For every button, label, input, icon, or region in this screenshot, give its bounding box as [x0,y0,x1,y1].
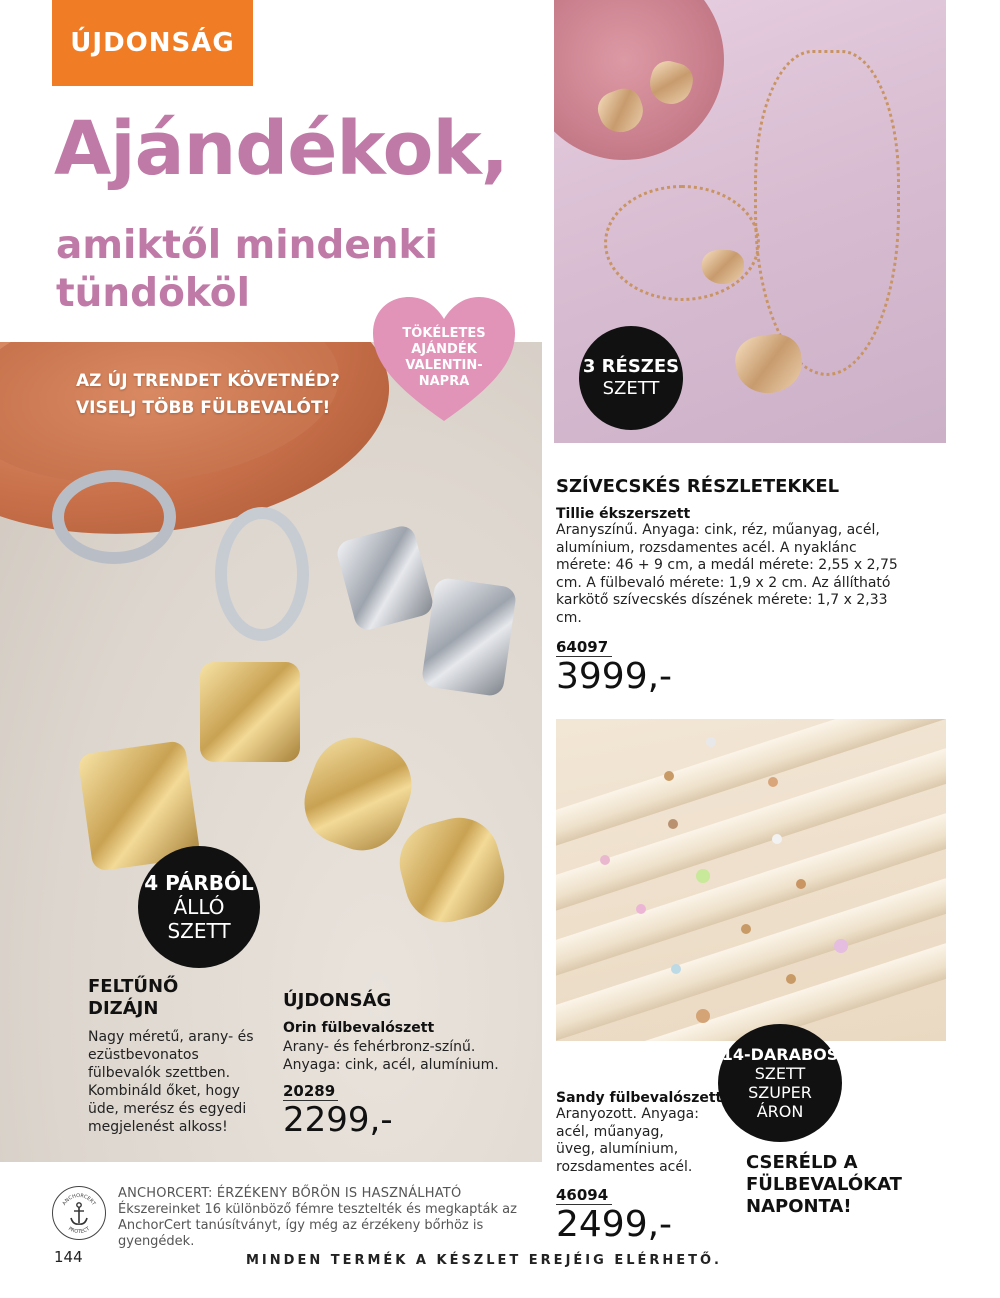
lilac-pearl-stud [834,939,848,953]
sandy-desc-line2: acél, műanyag, [556,1123,664,1140]
bracelet-chain [604,185,760,301]
badge-br-line4: ÁRON [756,1102,804,1121]
feature-title-line1: FELTŰNŐ [88,976,179,997]
orin-new-label: ÚJDONSÁG [283,990,392,1011]
orin-product-desc [283,1038,513,1074]
tillie-product-desc: Aranyszínű. Anyaga: cink, réz, műanyag, acél, alumínium, rozsdamentes acél. A nyaklánc mérete: 46 + 9 cm, a medál mérete: 2,55 x 2,75 cm. A fülbevaló mérete: 1,9 x 2 cm. Az állítható karkötő szívecskés díszének mérete: 1,7 x 2,33 cm. [556,522,898,626]
trend-promo-line2: VISELJ TÖBB FÜLBEVALÓT! [76,398,331,418]
sandy-desc-line3: üveg, alumínium, [556,1141,679,1157]
tillie-product-name: Tillie ékszerszett [556,506,691,522]
page-number: 144 [54,1248,83,1266]
bracelet-heart [702,250,744,284]
blue-pearl-stud [671,964,681,974]
tillie-product-code: 64097 [556,638,609,656]
page-headline: Ajándékok, [54,106,508,192]
valentine-line1: TÖKÉLETES [402,326,486,341]
trend-promo-line1: AZ ÚJ TRENDET KÖVETNÉD? [76,371,340,391]
anchorcert-logo [52,1186,106,1240]
silver-hoop-earring [52,470,176,564]
set-count-badge-top-right [579,326,683,430]
change-daily-callout [746,1152,902,1218]
subheadline-line1: amiktől mindenki [56,223,438,268]
svg-text:ANCHORCERT [61,1193,97,1207]
gold-knot-earring-2 [391,809,513,931]
feature-title [88,976,178,1020]
crystal-stud [706,737,716,747]
anchorcert-text-line2: AnchorCert tanúsítványt, így még az érzékeny bőrhöz is gyengédek. [118,1218,484,1249]
sandy-price: 2499,- [556,1204,673,1245]
sandy-product-desc [556,1106,706,1176]
valentine-badge-text [380,326,508,390]
stock-disclaimer: MINDEN TERMÉK A KÉSZLET EREJÉIG ELÉRHETŐ. [246,1253,722,1268]
valentine-line2: AJÁNDÉK [411,342,477,357]
silver-hoop-earring-2 [215,507,309,641]
badge-br-line1: 14-DARABOS [721,1045,839,1064]
orin-desc-line2: Anyaga: cink, acél, alumínium. [283,1057,499,1073]
subheadline-line2: tündököl [56,271,250,316]
anchor-icon [53,1187,105,1239]
sandy-desc-line4: rozsdamentes acél. [556,1158,693,1175]
valentine-line4: NAPRA [418,374,470,389]
badge-br-line3: SZUPER [748,1083,812,1102]
svg-text:PROTECT [67,1226,92,1236]
silver-wave-earring-2 [421,577,518,697]
tillie-price: 3999,- [556,656,673,697]
gold-heart-stud [786,974,796,984]
heart-pendant [732,331,805,398]
anchor-logo-text-bottom: PROTECT [67,1226,91,1236]
pink-pearl-stud [600,855,610,865]
badge-tr-line2: SZETT [602,378,660,399]
set-count-badge-bottom-right [718,1024,842,1142]
anchorcert-title: ANCHORCERT: ÉRZÉKENY BŐRÖN IS HASZNÁLHATÓ [118,1186,462,1201]
valentine-line3: VALENTIN- [405,358,483,373]
pink-dish [554,0,724,160]
new-product-tag: ÚJDONSÁG [52,0,253,86]
feature-title-line2: DIZÁJN [88,998,159,1019]
flower-stud [668,819,678,829]
necklace-chain [754,50,900,376]
change-daily-line3: NAPONTA! [746,1196,852,1217]
change-daily-line1: CSERÉLD A [746,1152,858,1173]
badge-tr-line1: 3 RÉSZES [582,356,680,377]
orin-product-name: Orin fülbevalószett [283,1020,435,1036]
anchorcert-text [118,1202,538,1250]
feature-text: Nagy méretű, arany- és ezüstbevonatos fülbevalók szettben. Kombináld őket, hogy üde, merész és egyedi megjelenést alkoss! [88,1029,254,1135]
sandy-desc-line1: Aranyozott. Anyaga: [556,1106,699,1122]
badge-br-line2: SZETT [754,1064,806,1083]
change-daily-line2: FÜLBEVALÓKAT [746,1174,902,1195]
gold-outline-stud [796,879,806,889]
orin-price: 2299,- [283,1100,393,1140]
heart-stud [768,777,778,787]
orin-desc-line1: Arany- és fehérbronz-színű. [283,1039,476,1055]
gold-stud-2 [741,924,751,934]
green-pearl-stud [696,869,710,883]
sandy-product-code: 46094 [556,1186,609,1204]
orin-product-code: 20289 [283,1082,336,1100]
anchor-logo-text-top: ANCHORCERT [61,1192,97,1207]
badge-left-line3: SZETT [167,919,231,943]
set-count-badge-left [138,846,260,968]
trend-promo [76,368,340,422]
pink-pearl-stud-2 [636,904,646,914]
gold-knot-earring [293,726,424,862]
anchorcert-text-line1: Ékszereinket 16 különböző fémre tesztelték és megkapták az [118,1202,517,1217]
pearl-stud [772,834,782,844]
silver-wave-earring [334,523,435,633]
gold-disc-stud [696,1009,710,1023]
tillie-section-title: SZÍVECSKÉS RÉSZLETEKKEL [556,476,840,497]
badge-left-line2: ÁLLÓ [173,895,225,919]
gold-ribbed-earring [200,662,300,762]
sandy-set-photo [556,719,946,1041]
gold-stud [664,771,674,781]
sandy-product-name: Sandy fülbevalószett [556,1090,723,1106]
badge-left-line1: 4 PÁRBÓL [144,871,254,895]
